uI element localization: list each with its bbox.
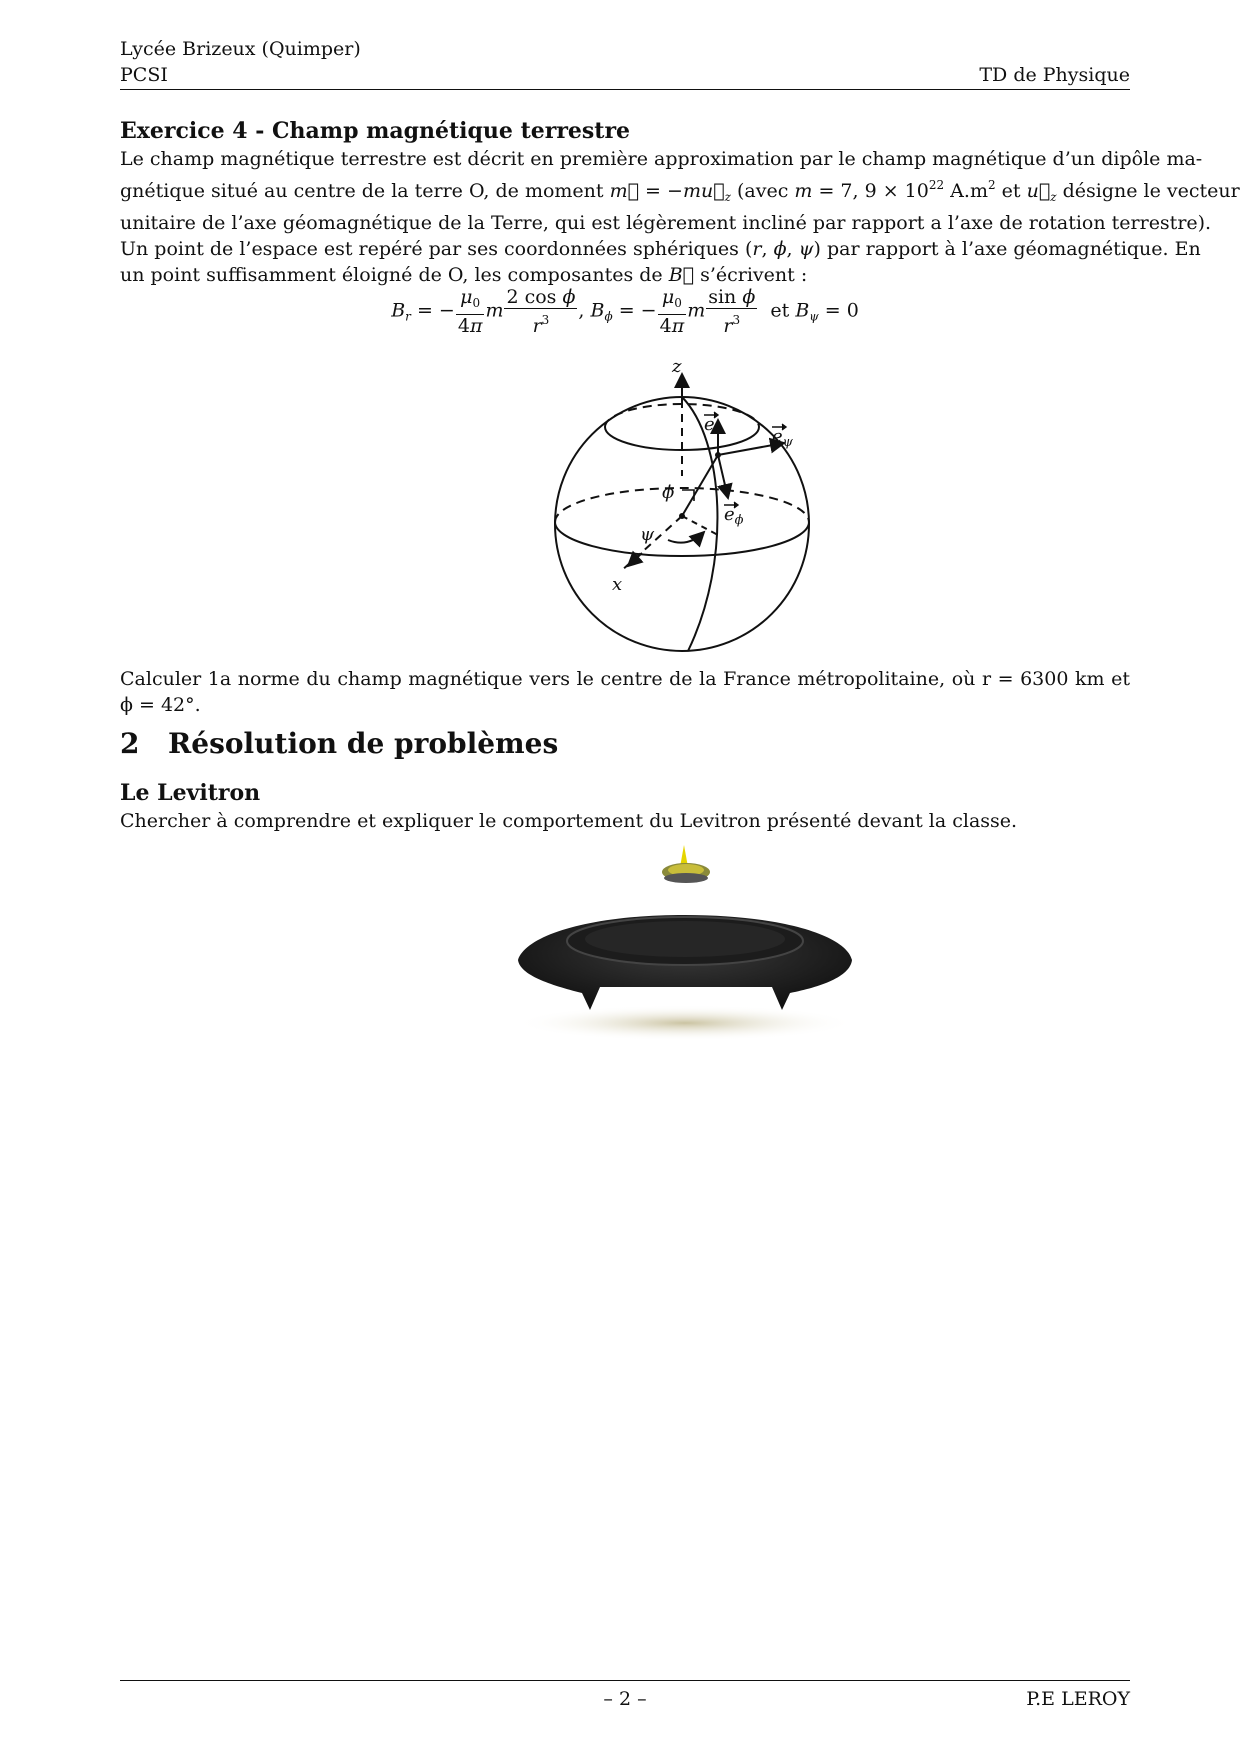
header-class: PCSI: [120, 64, 168, 86]
x-label: x: [612, 574, 623, 595]
psi-label: ψ: [640, 524, 655, 545]
header-school: Lycée Brizeux (Quimper): [120, 38, 361, 60]
ephi-arrow: [718, 455, 728, 498]
levitron-title: Le Levitron: [120, 780, 261, 806]
header-subject: TD de Physique: [979, 64, 1130, 86]
document-page: [120, 0, 1240, 1754]
meridian: [682, 397, 717, 651]
footer-rule: [120, 1680, 1130, 1681]
statement-line-1: Le champ magnétique terrestre est décrit en première approximation par le champ magnétique d’un dipôle ma-: [120, 148, 1203, 170]
epsi-label: $e_\psi$: [772, 426, 793, 450]
header-rule: [120, 89, 1130, 90]
x-axis-arrow: [628, 553, 642, 566]
z-label: z: [672, 360, 682, 377]
page-number: – 2 –: [603, 1688, 647, 1710]
spherical-coordinates-figure: [492, 360, 892, 660]
section-title: Résolution de problèmes: [168, 727, 559, 760]
phi-label: ϕ: [662, 482, 675, 503]
footer-author: P.E LEROY: [1026, 1688, 1130, 1710]
levitron-image: [490, 845, 900, 1045]
field-components-formula: $B_r$ = − $\frac{\mu_0}{4\pi}$ m $\frac{\text{2 cos ϕ}}{r^3}$ , $B_\phi$ = − $\frac{\mu_0}{4\pi}$ m $\frac{\text{sin ϕ}}{r^3}$ et $B_\psi = 0$: [391, 286, 859, 337]
exercise-statement: [120, 146, 1240, 288]
statement-line-2: gnétique situé au centre de la terre O, de moment m⃗ = $-mu⃗_z$ (avec m = 7, $9 \times 10^{22}$ $A.m^2$ et $u⃗_z$ désigne le vecteur: [120, 178, 1240, 204]
psi-angle-arc: [668, 532, 704, 543]
statement-line-4: Un point de l’espace est repéré par ses coordonnées sphériques (r, ϕ, ψ) par rapport à l’axe géomagnétique. En: [120, 238, 1201, 260]
er-label: $e_r$: [704, 414, 721, 438]
equator-front: [555, 522, 809, 556]
ephi-label: $e_\phi$: [724, 504, 744, 528]
section-number: 2: [120, 727, 140, 760]
exercise-title: Exercice 4 - Champ magnétique terrestre: [120, 118, 631, 144]
radius: [682, 455, 718, 516]
statement-line-5: un point suffisamment éloigné de O, les composantes de B⃗ s’écrivent :: [120, 264, 808, 286]
statement-line-3: unitaire de l’axe géomagnétique de la Terre, qui est légèrement incliné par rapport a l’axe de rotation terrestre).: [120, 212, 1212, 234]
projection: [682, 516, 718, 535]
levitron-text: Chercher à comprendre et expliquer le comportement du Levitron présenté devant la classe.: [120, 810, 1018, 832]
shadow: [515, 1005, 855, 1041]
m-value: 7, 9 × 10: [840, 180, 929, 202]
question-text: Calculer 1a norme du champ magnétique vers le centre de la France métropolitaine, où r = 6300 km et ϕ = 42°.: [120, 668, 1130, 716]
